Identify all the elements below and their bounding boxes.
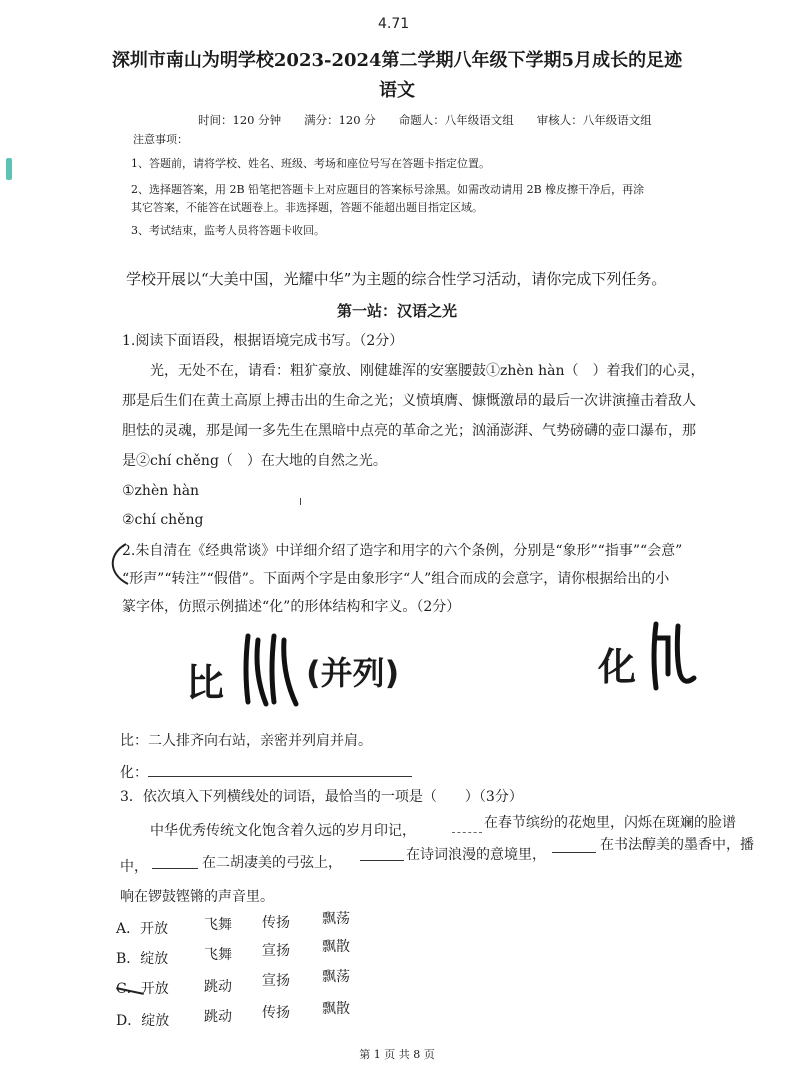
option-d-word-3: 传扬	[262, 1005, 290, 1021]
seal-script-bi-icon	[240, 630, 302, 710]
q3-text-2d: 在书法醇美的墨香中，播	[600, 837, 754, 853]
option-c[interactable]: C．开放	[116, 981, 169, 997]
q1-passage-line4: 是②chí chěng（ ）在大地的自然之光。	[122, 453, 387, 469]
intro-text: 学校开展以“大美中国，光耀中华”为主题的综合性学习活动，请你完成下列任务。	[126, 270, 667, 288]
q1-stem: 1.阅读下面语段，根据语境完成书写。（2分）	[122, 333, 404, 349]
answer-line-hua[interactable]	[148, 776, 412, 777]
blank-2[interactable]	[152, 868, 198, 869]
q3-text-2a: 中，	[120, 859, 148, 875]
q1-answer-1: ①zhèn hàn	[122, 483, 200, 499]
q1-passage-line2: 那是后生们在黄土高原上搏击出的生命之光；义愤填膺、慷慨激昂的最后一次讲演撞击着敌人	[122, 393, 696, 409]
q3-text-1b: 在春节缤纷的花炮里，闪烁在斑斓的脸谱	[484, 815, 736, 831]
notes-heading: 注意事项：	[133, 133, 188, 146]
stray-mark	[300, 498, 301, 505]
option-a-word-2: 飞舞	[204, 917, 232, 933]
page-footer: 第 1 页 共 8 页	[359, 1048, 435, 1061]
option-b-word-4: 飘散	[322, 939, 350, 955]
note-item-1: 1、答题前，请将学校、姓名、班级、考场和座位号写在答题卡指定位置。	[131, 157, 490, 170]
q3-text-3: 响在锣鼓铿锵的声音里。	[120, 889, 274, 905]
answer-label-hua: 化：	[120, 765, 148, 781]
exam-title: 深圳市南山为明学校2023-2024第二学期八年级下学期5月成长的足迹	[111, 50, 683, 71]
q3-text-2c: 在诗词浪漫的意境里，	[406, 847, 546, 863]
q1-passage-line1: 光，无处不在，请看：粗犷豪放、刚健雄浑的安塞腰鼓①zhèn hàn（ ）着我们的心灵，	[150, 363, 705, 379]
example-description: 比：二人排齐向右站，亲密并列肩并肩。	[120, 733, 372, 749]
option-a[interactable]: A．开放	[116, 921, 169, 937]
option-d-word-2: 跳动	[204, 1009, 232, 1025]
handwritten-score: 4.71	[378, 16, 410, 32]
option-b-word-3: 宣扬	[262, 943, 290, 959]
q2-line2: “形声”“转注”“假借”。下面两个字是由象形字“人”组合而成的会意字，请你根据给出的小	[122, 571, 670, 587]
option-b-word-2: 飞舞	[204, 947, 232, 963]
option-c-word-4: 飘荡	[322, 969, 350, 985]
option-a-word-4: 飘荡	[322, 911, 350, 927]
q3-stem: 3．依次填入下列横线处的词语，最恰当的一项是（ ）（3分）	[120, 789, 523, 805]
subject-title: 语文	[379, 80, 415, 101]
q1-answer-2: ②chí chěng	[122, 512, 204, 528]
note-item-2: 2、选择题答案，用 2B 铅笔把答题卡上对应题目的答案标号涂黑。如需改动请用 2B 橡皮擦干净后，再涂	[131, 183, 645, 196]
option-d-word-4: 飘散	[322, 1001, 350, 1017]
example-char-bi: 比	[186, 661, 225, 705]
q1-passage-line3: 胆怯的灵魂，那是闻一多先生在黑暗中点亮的革命之光；汹涌澎湃、气势磅礴的壶口瀑布，那	[122, 423, 696, 439]
note-item-2-cont: 其它答案，不能答在试题卷上。非选择题，答题不能超出题目指定区域。	[131, 201, 483, 214]
q3-text-2b: 在二胡凄美的弓弦上，	[202, 855, 342, 871]
option-d[interactable]: D．绽放	[116, 1013, 170, 1029]
station-heading: 第一站：汉语之光	[336, 302, 457, 320]
blank-4[interactable]	[552, 852, 596, 853]
option-c-word-2: 跳动	[204, 979, 232, 995]
scan-edge-mark	[6, 158, 12, 180]
note-item-3: 3、考试结束，监考人员将答题卡收回。	[131, 224, 325, 237]
q2-line3: 篆字体，仿照示例描述“化”的形体结构和字义。（2分）	[122, 599, 461, 615]
q2-line1: 2.朱自清在《经典常谈》中详细介绍了造字和用字的六个条例，分别是“象形”“指事”“会意”	[122, 543, 683, 559]
blank-3[interactable]	[360, 860, 404, 861]
seal-script-hua-icon	[646, 618, 698, 694]
target-char-hua: 化	[598, 645, 637, 689]
q3-text-1a: 中华优秀传统文化饱含着久远的岁月印记，	[150, 823, 416, 839]
exam-meta: 时间：120 分钟 满分：120 分 命题人：八年级语文组 审核人：八年级语文组	[198, 113, 652, 127]
blank-1[interactable]	[452, 832, 482, 833]
example-note: (并列)	[306, 654, 400, 692]
option-c-word-3: 宣扬	[262, 973, 290, 989]
option-a-word-3: 传扬	[262, 915, 290, 931]
option-b[interactable]: B．绽放	[116, 951, 169, 967]
